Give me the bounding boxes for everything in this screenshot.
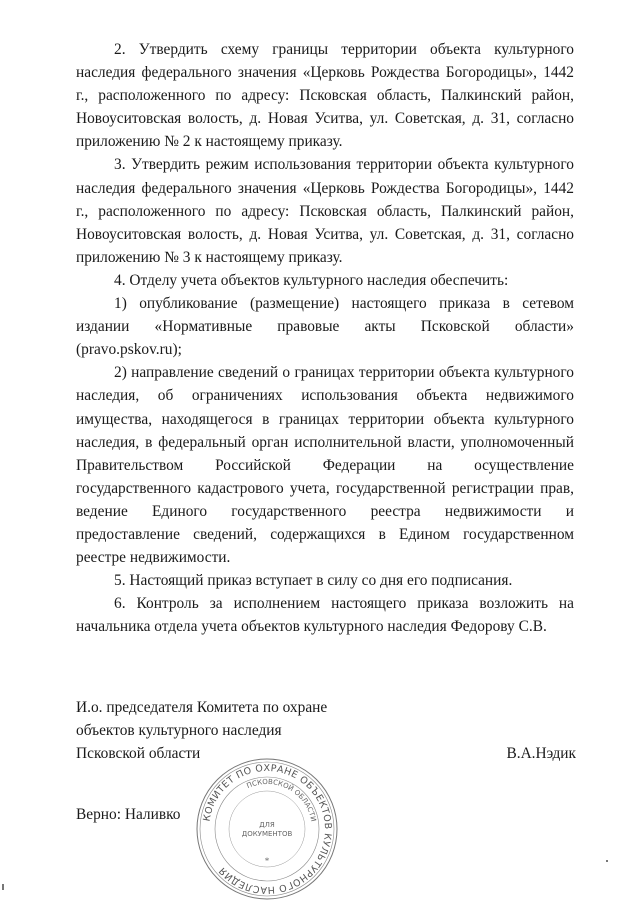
signer-position-line-1: И.о. председателя Комитета по охране <box>76 699 328 716</box>
signature-block <box>76 696 576 765</box>
signer-position-line-2: объектов культурного наследия <box>76 722 282 739</box>
seal-star-icon: * <box>264 856 270 866</box>
document-body <box>76 38 574 638</box>
official-seal <box>194 756 340 902</box>
paragraph-subitem-2: 2) направление сведений о границах территории объекта культурного наследия, об ограничениях использования объекта недвижимого имущества, находящегося в границах территории объекта культурного наследия, в федеральный орган исполнительной власти, уполномоченный Правительством Российской Федерации на осуществление государственного кадастрового учета, государственной регистрации прав, ведение Единого государственного реестра недвижимости и предоставление сведений, содержащихся в Едином государственном реестре недвижимости. <box>76 364 574 567</box>
paragraph-item-5: 5. Настоящий приказ вступает в силу со дня его подписания. <box>114 572 513 590</box>
signer-position-line-3: Псковской области <box>76 745 201 762</box>
paragraph-item-6: 6. Контроль за исполнением настоящего приказа возложить на начальника отдела учета объектов культурного наследия Федорову С.В. <box>76 595 574 636</box>
seal-graphic <box>194 756 340 902</box>
paragraph-item-4: 4. Отделу учета объектов культурного наследия обеспечить: <box>114 271 509 289</box>
seal-center-line-2: ДОКУМЕНТОВ <box>241 830 293 838</box>
paragraph-item-3: 3. Утвердить режим использования территории объекта культурного наследия федерального значения «Церковь Рождества Богородицы», 1442 г., расположенного по адресу: Псковская область, Палкинский район, Новоуситовская волость, д. Новая Уситва, ул. Советская, д. 31, согласно приложению № 3 к настоящему приказу. <box>76 156 574 266</box>
scan-speck <box>606 860 608 862</box>
paragraph-item-2: 2. Утвердить схему границы территории объекта культурного наследия федерального значения «Церковь Рождества Богородицы», 1442 г., расположенного по адресу: Псковская область, Палкинский район, Новоуситовская волость, д. Новая Уситва, ул. Советская, д. 31, согласно приложению № 2 к настоящему приказу. <box>76 41 574 151</box>
seal-inner-ring-text: ПСКОВСКОЙ ОБЛАСТИ <box>245 777 318 823</box>
signer-name: В.А.Нэдик <box>506 745 576 762</box>
verno-line: Верно: Наливко <box>76 806 181 823</box>
seal-center-line-1: ДЛЯ <box>259 821 275 829</box>
scan-edge-mark <box>2 884 4 890</box>
paragraph-subitem-1: 1) опубликование (размещение) настоящего приказа в сетевом издании «Нормативные правовые акты Псковской области» (pravo.pskov.ru); <box>76 295 574 359</box>
seal-ring-text: КОМИТЕТ ПО ОХРАНЕ ОБЪЕКТОВ КУЛЬТУРНОГО НАСЛЕДИЯ <box>201 762 334 896</box>
